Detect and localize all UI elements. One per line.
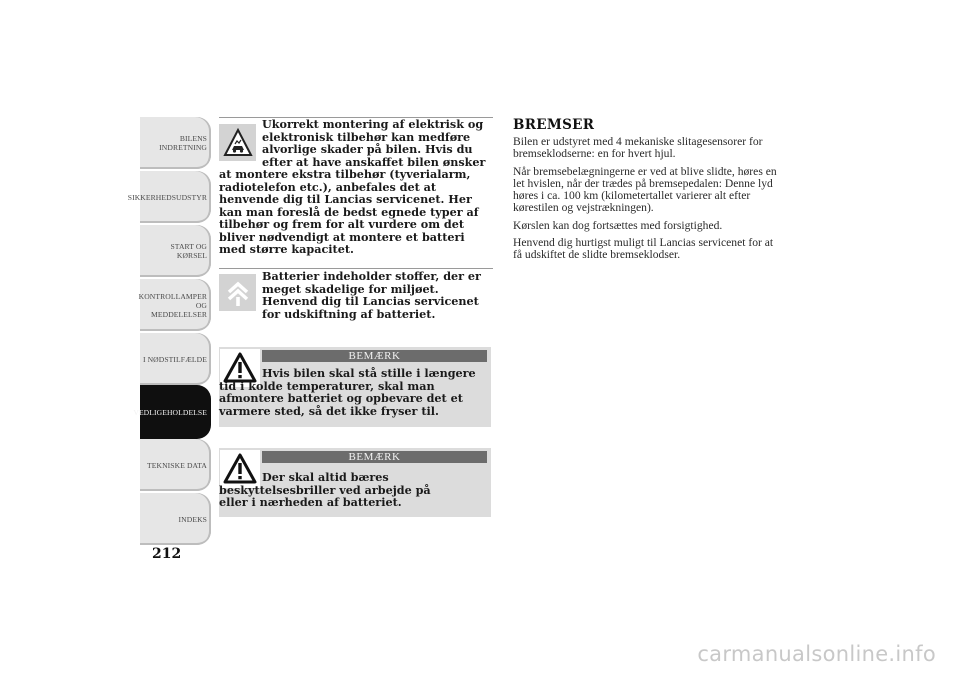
paragraph: Kørslen kan dog fortsættes med forsigtighed. — [513, 218, 723, 232]
section-heading: BREMSER — [513, 117, 595, 133]
tab-indeks[interactable] — [140, 493, 211, 545]
watermark: carmanualsonline.info — [697, 642, 936, 666]
tab-sikkerhedsudstyr[interactable] — [127, 171, 211, 223]
note-box-safety-glasses — [219, 448, 491, 517]
note-heading: BEMÆRK — [262, 451, 487, 463]
tab-label: INDEKS — [178, 514, 207, 524]
tab-start-og-korsel[interactable] — [140, 225, 211, 277]
chapter-tabs — [127, 117, 211, 545]
note-heading: BEMÆRK — [262, 350, 487, 362]
warning-text: Batterier indeholder stoffer, der er meget skadelige for miljøet. Henvend dig til Lancias servicenet for udskiftning af batteriet. — [262, 269, 481, 321]
tab-tekniske-data[interactable] — [140, 439, 211, 491]
tab-i-nodstilfaelde[interactable] — [140, 333, 211, 385]
tab-vedligeholdelse[interactable] — [133, 385, 211, 439]
note-text: Der skal altid bæres beskyttelsesbriller ved arbejde på eller i nærheden af batteriet. — [219, 470, 431, 509]
tab-kontrollamper[interactable] — [140, 279, 211, 331]
tab-label: SIKKERHEDSUDSTYR — [127, 192, 207, 202]
tab-label: KONTROLLAMPER OG MEDDELELSER — [138, 291, 207, 319]
tab-label: I NØDSTILFÆLDE — [142, 354, 207, 364]
warning-electrical-accessories — [219, 118, 493, 256]
car-hazard-icon — [219, 124, 256, 161]
tab-label: TEKNISKE DATA — [147, 460, 207, 470]
page-number: 212 — [152, 546, 182, 562]
warning-text: Ukorrekt montering af elektrisk og elektronisk tilbehør kan medføre alvorlige skader på bilen. Hvis du efter at have anskaffet bilen ønsker at montere ekstra tilbehør (tyverialarm, radiotelefon etc.), anbefales det at henvende dig til Lancias servicenet. Her kan man foreslå de bedst egnede typer af tilbehør og frem for alt vurdere om det bliver nødvendigt at montere et batteri med større kapacitet. — [219, 117, 486, 256]
brakes-section — [513, 117, 783, 267]
tab-label: START OG KØRSEL — [170, 242, 207, 260]
paragraph: Henvend dig hurtigst muligt til Lancias servicenet for at få udskiftet de slidte bremseklodser. — [513, 236, 774, 262]
paragraph: Bilen er udstyret med 4 mekaniske slitagesensorer for bremseklodserne: en for hvert hjul. — [513, 135, 763, 161]
warning-environment — [219, 270, 493, 320]
paragraph: Når bremsebelægningerne er ved at blive slidte, høres en let hvislen, når der trædes på bremsepedalen: Denne lyd høres i ca. 100 km (kilometertallet varierer alt efter kørestilen og vejstrækningen). — [513, 164, 777, 215]
tab-label: BILENS INDRETNING — [159, 134, 207, 152]
note-text: Hvis bilen skal stå stille i længere tid i kolde temperaturer, skal man afmontere batteriet og opbevare det et varmere sted, så det ikke fryser til. — [219, 366, 476, 418]
environment-icon — [219, 274, 256, 311]
tab-label: VEDLIGEHOLDELSE — [133, 407, 207, 417]
tab-bilens-indretning[interactable] — [140, 117, 211, 169]
note-box-cold-storage — [219, 347, 491, 427]
